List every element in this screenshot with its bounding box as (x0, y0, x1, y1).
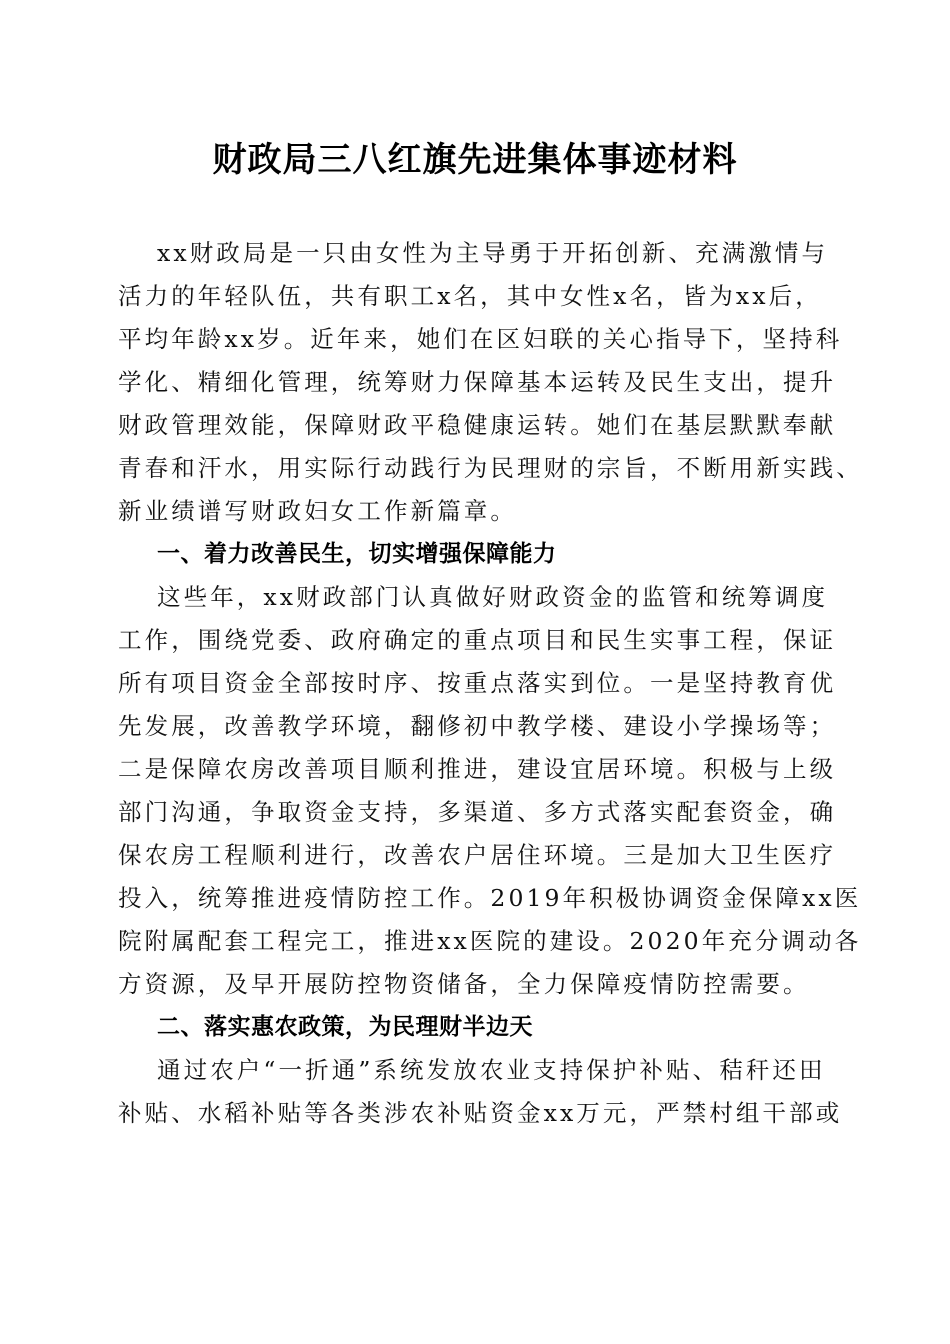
section-heading-1: 一、着力改善民生，切实增强保障能力 (157, 541, 557, 567)
text-line: 通过农户“一折通”系统发放农业支持保护补贴、秸秆还田 (157, 1056, 826, 1084)
intro-paragraph (118, 232, 863, 533)
text-line: 活力的年轻队伍，共有职工x名，其中女性x名，皆为xx后， (118, 282, 822, 310)
text-line: 保农房工程顺利进行，改善农户居住环境。三是加大卫生医疗 (118, 841, 837, 869)
text-line: 青春和汗水，用实际行动践行为民理财的宗旨，不断用新实践、 (118, 454, 863, 482)
text-line: 投入，统筹推进疫情防控工作。2019年积极协调资金保障xx医 (118, 884, 862, 912)
document-body (118, 232, 863, 1135)
text-line: 这些年，xx财政部门认真做好财政资金的监管和统筹调度 (157, 583, 829, 611)
document-title: 财政局三八红旗先进集体事迹材料 (212, 140, 738, 180)
text-line: 先发展，改善教学环境，翻修初中教学楼、建设小学操场等； (118, 712, 837, 740)
text-line: 补贴、水稻补贴等各类涉农补贴资金xx万元，严禁村组干部或 (118, 1099, 843, 1127)
text-line: 所有项目资金全部按时序、按重点落实到位。一是坚持教育优 (118, 669, 837, 697)
section-2-paragraph (118, 1049, 843, 1135)
text-line: 工作，围绕党委、政府确定的重点项目和民生实事工程，保证 (118, 626, 837, 654)
text-line: 新业绩谱写财政妇女工作新篇章。 (118, 497, 517, 525)
section-heading-2: 二、落实惠农政策，为民理财半边天 (157, 1014, 533, 1040)
text-line: 平均年龄xx岁。近年来，她们在区妇联的关心指导下，坚持科 (118, 325, 843, 353)
text-line: 学化、精细化管理，统筹财力保障基本运转及民生支出，提升 (118, 368, 837, 396)
section-1-paragraph (118, 576, 862, 1006)
text-line: 院附属配套工程完工，推进xx医院的建设。2020年充分调动各 (118, 927, 862, 955)
text-line: 方资源，及早开展防控物资储备，全力保障疫情防控需要。 (118, 970, 810, 998)
text-line: 财政管理效能，保障财政平稳健康运转。她们在基层默默奉献 (118, 411, 837, 439)
text-line: xx财政局是一只由女性为主导勇于开拓创新、充满激情与 (157, 239, 829, 267)
text-line: 部门沟通，争取资金支持，多渠道、多方式落实配套资金，确 (118, 798, 837, 826)
text-line: 二是保障农房改善项目顺利推进，建设宜居环境。积极与上级 (118, 755, 837, 783)
